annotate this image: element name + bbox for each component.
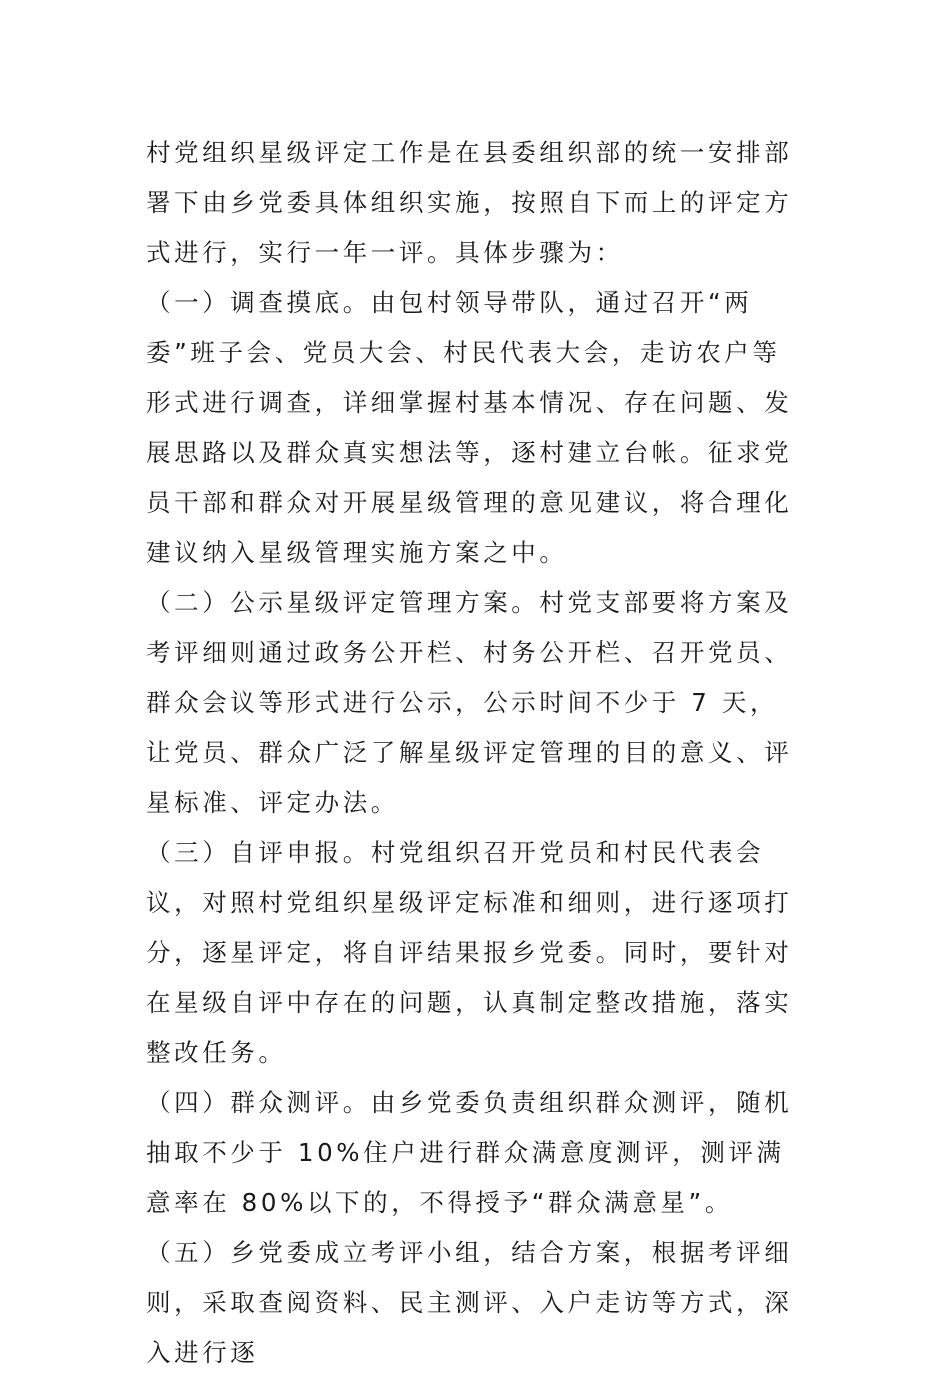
paragraph-step-1: （一）调查摸底。由包村领导带队，通过召开“两委”班子会、党员大会、村民代表大会，走访农户等形式进行调查，详细掌握村基本情况、存在问题、发展思路以及群众真实想法等，逐村建立台帐。征求党员干部和群众对开展星级管理的意见建议，将合理化建议纳入星级管理实施方案之中。	[146, 288, 793, 567]
document-body	[146, 128, 806, 1378]
paragraph-step-3: （三）自评申报。村党组织召开党员和村民代表会议，对照村党组织星级评定标准和细则，进行逐项打分，逐星评定，将自评结果报乡党委。同时，要针对在星级自评中存在的问题，认真制定整改措施，落实整改任务。	[146, 838, 793, 1067]
paragraph-step-4: （四）群众测评。由乡党委负责组织群众测评，随机抽取不少于 10%住户进行群众满意度测评，测评满意率在 80%以下的，不得授予“群众满意星”。	[146, 1088, 793, 1217]
paragraph-step-5: （五）乡党委成立考评小组，结合方案，根据考评细则，采取查阅资料、民主测评、入户走访等方式，深入进行逐	[146, 1238, 793, 1367]
paragraph-intro: 村党组织星级评定工作是在县委组织部的统一安排部署下由乡党委具体组织实施，按照自下而上的评定方式进行，实行一年一评。具体步骤为：	[146, 138, 793, 267]
paragraph-step-2: （二）公示星级评定管理方案。村党支部要将方案及考评细则通过政务公开栏、村务公开栏、召开党员、群众会议等形式进行公示，公示时间不少于 7 天，让党员、群众广泛了解星级评定管理的目的意义、评星标准、评定办法。	[146, 588, 793, 817]
